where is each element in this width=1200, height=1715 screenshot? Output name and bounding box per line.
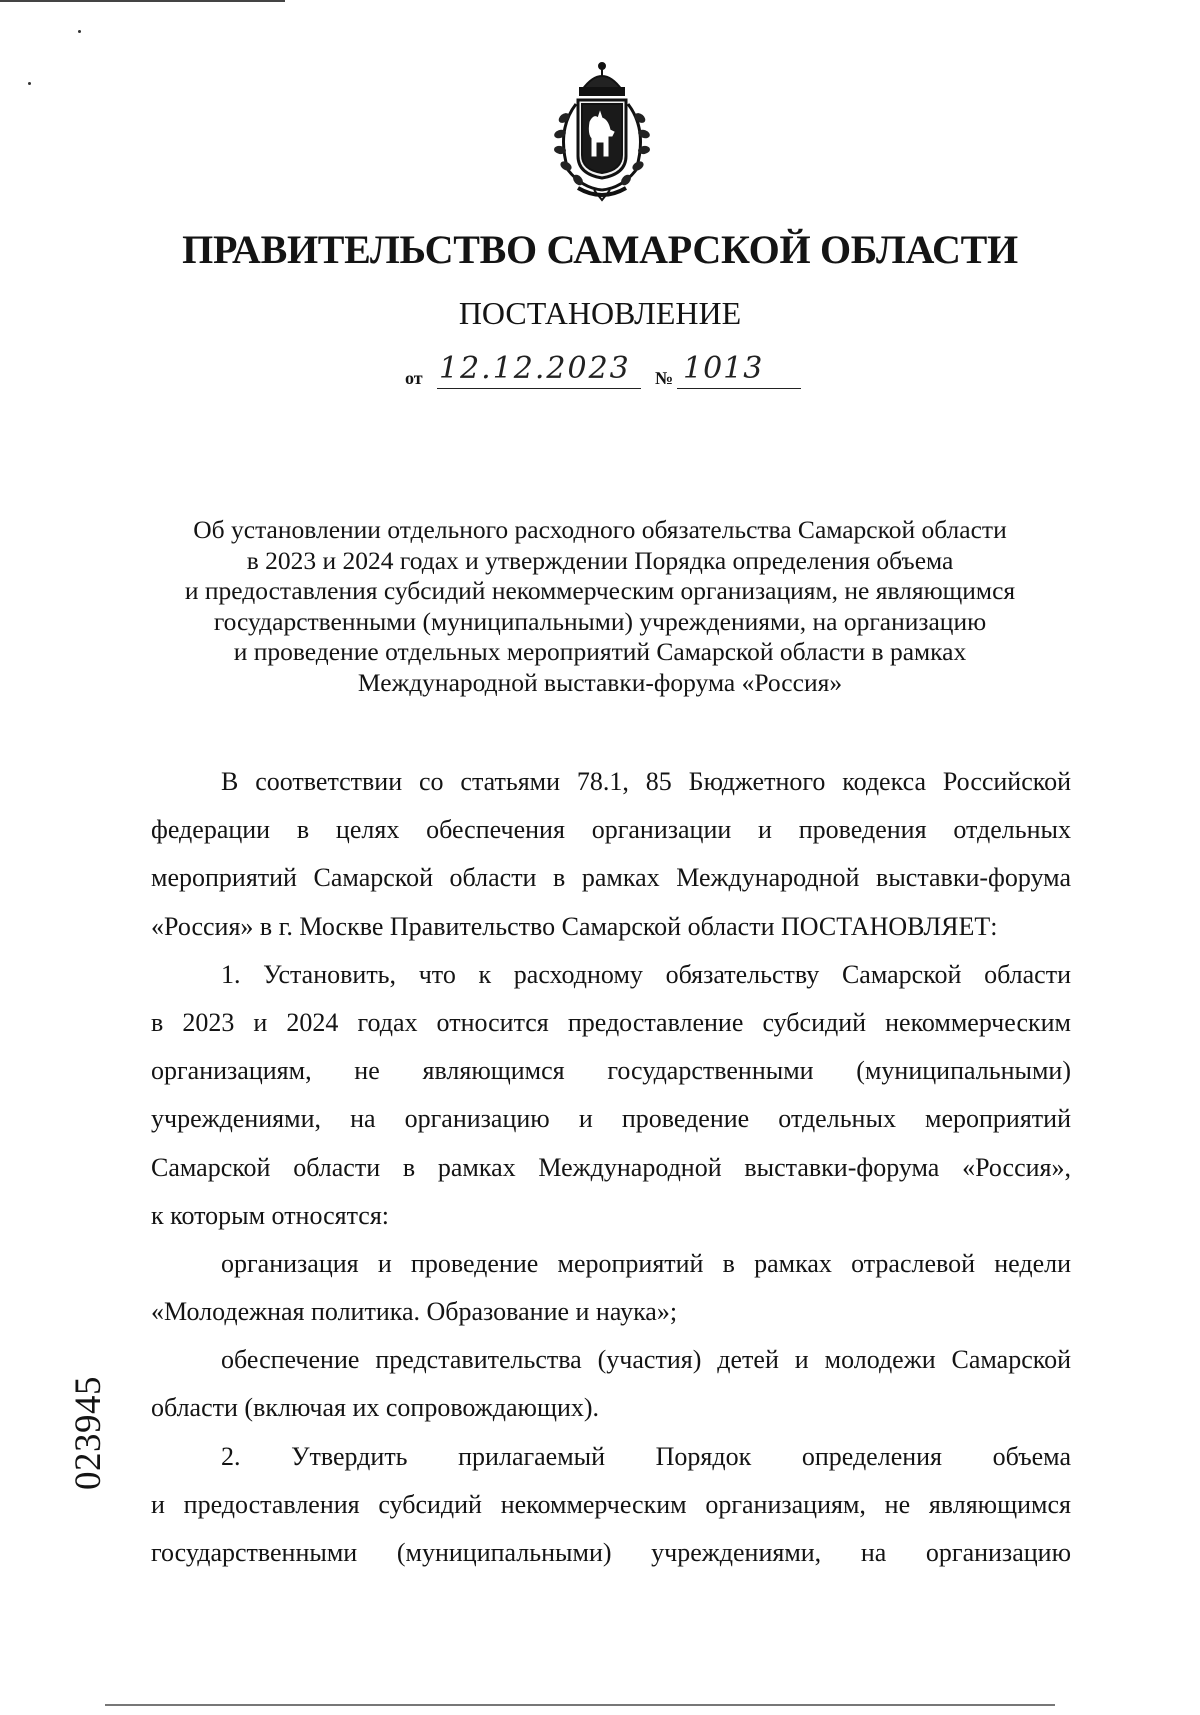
body-line: обеспечение представительства (участия) детей и молодежи Самарской bbox=[221, 1345, 1071, 1375]
body-line: государственными (муниципальными) учреждениями, на организацию bbox=[151, 1538, 1071, 1567]
body-line: организациям, не являющимся государственными (муниципальными) bbox=[151, 1056, 1071, 1086]
subject-line: и предоставления субсидий некоммерческим организациям, не являющимся bbox=[184, 576, 1016, 605]
body-line: «Молодежная политика. Образование и наука»; bbox=[151, 1297, 678, 1327]
body-line: 2. Утвердить прилагаемый Порядок определения объема bbox=[221, 1441, 1071, 1471]
body-line: учреждениями, на организацию и проведение отдельных мероприятий bbox=[151, 1104, 1071, 1134]
date-number-line bbox=[405, 351, 805, 395]
organization-title: ПРАВИТЕЛЬСТВО САМАРСКОЙ ОБЛАСТИ bbox=[182, 227, 1018, 272]
body-line: области (включая их сопровождающих). bbox=[151, 1393, 600, 1423]
document-body bbox=[151, 758, 1071, 1577]
body-line: федерации в целях обеспечения организации и проведения отдельных bbox=[151, 815, 1071, 845]
body-line: к которым относятся: bbox=[151, 1200, 390, 1230]
number-underline bbox=[677, 388, 801, 390]
handwritten-number: 1013 bbox=[683, 351, 764, 386]
subject-line: Международной выставки-форума «Россия» bbox=[357, 667, 843, 697]
handwritten-date: 12.12.2023 bbox=[439, 351, 631, 386]
body-line: мероприятий Самарской области в рамках Международной выставки-форума bbox=[151, 863, 1071, 893]
subject-line: государственными (муниципальными) учреждениями, на организацию bbox=[213, 606, 987, 636]
body-line: В соответствии со статьями 78.1, 85 Бюджетного кодекса Российской bbox=[221, 767, 1071, 796]
subject-line: Об установлении отдельного расходного обязательства Самарской области bbox=[193, 515, 1007, 544]
number-label: № bbox=[655, 368, 674, 388]
body-line: в 2023 и 2024 годах относится предоставление субсидий некоммерческим bbox=[151, 1007, 1071, 1037]
body-line: 1. Установить, что к расходному обязательству Самарской области bbox=[221, 959, 1071, 989]
scan-edge-bottom bbox=[105, 1704, 1055, 1706]
subject-line: в 2023 и 2024 годах и утверждении Порядка определения объема bbox=[246, 545, 954, 575]
date-underline bbox=[437, 388, 641, 390]
samara-coat-of-arms-icon bbox=[538, 60, 666, 202]
scan-edge-top bbox=[0, 0, 285, 2]
date-label: от bbox=[405, 368, 423, 388]
document-type: ПОСТАНОВЛЕНИЕ bbox=[458, 295, 742, 331]
subject-line: и проведение отдельных мероприятий Самарской области в рамках bbox=[233, 637, 967, 666]
document-subject bbox=[130, 515, 1070, 698]
body-line: Самарской области в рамках Международной выставки-форума «Россия», bbox=[151, 1152, 1071, 1182]
scan-speck bbox=[28, 82, 31, 85]
body-line: организация и проведение мероприятий в рамках отраслевой недели bbox=[221, 1248, 1071, 1278]
body-line: и предоставления субсидий некоммерческим организациям, не являющимся bbox=[151, 1489, 1071, 1519]
page-serial-code: 023945 bbox=[68, 1376, 109, 1490]
body-line: «Россия» в г. Москве Правительство Самарской области ПОСТАНОВЛЯЕТ: bbox=[151, 911, 998, 941]
scan-speck bbox=[78, 30, 81, 33]
